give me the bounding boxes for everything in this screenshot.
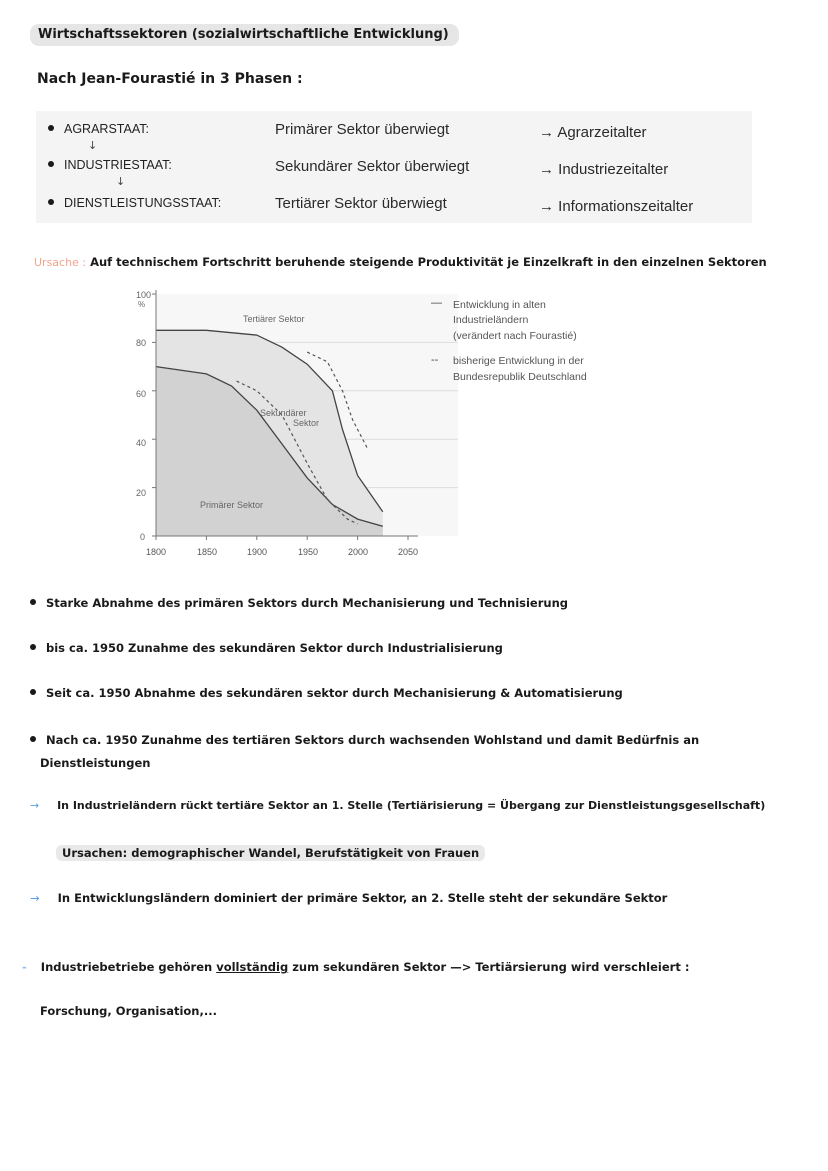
cause-label: Ursache : — [34, 256, 87, 269]
point-2: bis ca. 1950 Zunahme des sekundären Sektor durch Industrialisierung — [30, 641, 503, 655]
bullet-icon — [48, 125, 54, 131]
down-arrow-icon: ↓ — [88, 139, 98, 152]
down-arrow-icon: ↓ — [116, 175, 126, 188]
x-tick-label: 1800 — [145, 547, 167, 557]
underlined-word: vollständig — [216, 960, 289, 974]
phase-name-agrar: AGRARSTAAT: — [48, 122, 149, 136]
subtitle: Nach Jean-Fourastié in 3 Phasen : — [37, 71, 303, 87]
bullet-icon — [30, 689, 36, 695]
note-developing: → In Entwicklungsländern dominiert der primäre Sektor, an 2. Stelle steht der sekundäre Sektor — [30, 891, 668, 905]
area-label-primary: Primärer Sektor — [200, 500, 264, 510]
cause-text: Auf technischem Fortschritt beruhende steigende Produktivität je Einzelkraft in den einzelnen Sektoren — [90, 255, 767, 269]
legend-text: Bundesrepublik Deutschland — [453, 371, 587, 383]
legend-text: Entwicklung in alten — [453, 299, 546, 311]
x-tick-label: 1950 — [297, 547, 319, 557]
legend-text: Industrieländern — [453, 314, 529, 326]
phase-era-agrar: → Agrarzeitalter — [539, 124, 647, 141]
page-title: Wirtschaftssektoren (sozialwirtschaftliche Entwicklung) — [30, 24, 459, 46]
x-tick-label: 2000 — [347, 547, 369, 557]
phase-name-industrie: INDUSTRIESTAAT: — [48, 158, 172, 172]
note-reasons: Ursachen: demographischer Wandel, Berufstätigkeit von Frauen — [56, 846, 485, 860]
phase-sector-primaer: Primärer Sektor überwiegt — [275, 121, 450, 138]
phase-name-dienstleistung: DIENSTLEISTUNGSSTAAT: — [48, 196, 221, 210]
x-tick-label: 2050 — [397, 547, 419, 557]
bullet-icon — [48, 161, 54, 167]
point-4: Nach ca. 1950 Zunahme des tertiären Sektors durch wachsenden Wohlstand und damit Bedürfnis an — [30, 733, 699, 747]
area-label-secondary: Sekundärer — [260, 408, 307, 418]
arrow-right-icon: → — [30, 891, 40, 905]
legend-text: bisherige Entwicklung in der — [453, 355, 584, 367]
x-tick-label: 1850 — [196, 547, 218, 557]
area-label-tertiary: Tertiärer Sektor — [243, 314, 305, 324]
y-tick-label: 0 — [140, 532, 146, 542]
arrow-right-icon: → — [30, 799, 40, 812]
legend-marker-dashed: -- — [431, 354, 439, 366]
bullet-icon — [30, 736, 36, 742]
phase-sector-sekundaer: Sekundärer Sektor überwiegt — [275, 158, 470, 175]
y-tick-label: 40 — [136, 438, 147, 448]
y-tick-label: 60 — [136, 389, 147, 399]
sector-chart — [100, 282, 620, 562]
point-1: Starke Abnahme des primären Sektors durch Mechanisierung und Technisierung — [30, 596, 568, 610]
legend-marker-solid: — — [431, 297, 442, 309]
phase-era-industrie: → Industriezeitalter — [539, 161, 669, 178]
bullet-icon — [30, 599, 36, 605]
cause-line — [34, 255, 767, 269]
y-tick-label: 80 — [136, 338, 147, 348]
y-tick-label: 20 — [136, 488, 147, 498]
x-tick-label: 1900 — [246, 547, 268, 557]
legend-text: (verändert nach Fourastié) — [453, 330, 577, 342]
phase-sector-tertiaer: Tertiärer Sektor überwiegt — [275, 195, 447, 212]
note-industrial: → In Industrieländern rückt tertiäre Sektor an 1. Stelle (Tertiärisierung = Übergang zur Dienstleistungsgesellschaft) — [30, 799, 766, 812]
note-examples: Forschung, Organisation,... — [40, 1004, 217, 1018]
point-4-continued: Dienstleistungen — [40, 756, 151, 770]
note-industry: - Industriebetriebe gehören vollständig zum sekundären Sektor —> Tertiärsierung wird verschleiert : — [22, 960, 690, 974]
phase-era-information: → Informationszeitalter — [539, 198, 694, 215]
y-axis-unit-label: % — [138, 300, 146, 309]
bullet-icon — [48, 199, 54, 205]
point-3: Seit ca. 1950 Abnahme des sekundären sektor durch Mechanisierung & Automatisierung — [30, 686, 623, 700]
dash-marker: - — [22, 960, 27, 974]
bullet-icon — [30, 644, 36, 650]
area-label-secondary: Sektor — [293, 418, 320, 428]
y-axis-top-label: 100 — [136, 290, 152, 300]
